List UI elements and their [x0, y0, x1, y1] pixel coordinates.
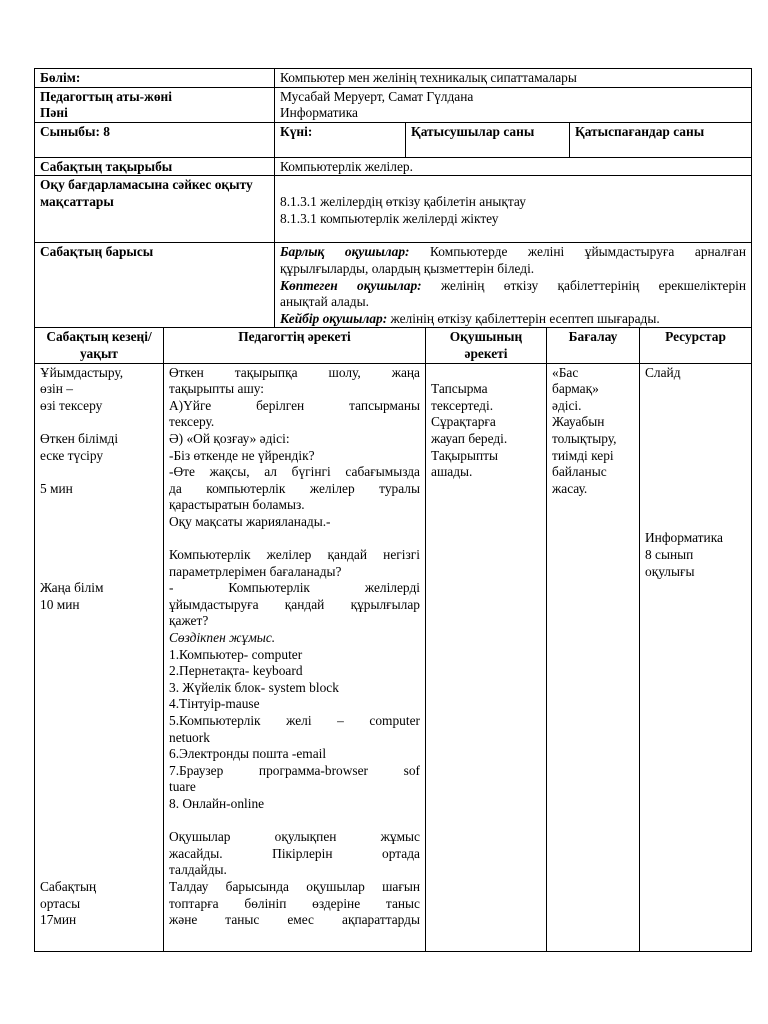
teacher-text: Өткен тақырыпқа шолу, жаңа: [169, 364, 420, 380]
stage-cell: [35, 363, 164, 951]
all-students-text-cont: құрылғыларды, олардың қызметтерін біледі.: [280, 260, 535, 276]
teacher-text: және таныс емес ақпараттарды: [169, 912, 420, 928]
teacher-text: ұйымдастыруға қандай құрылғылар: [169, 596, 420, 612]
teacher-text: жасайды. Пікірлерін ортада: [169, 845, 420, 861]
teacher-text: талдайды.: [169, 862, 227, 878]
vocabulary-item: 5.Компьютерлік желі – computer: [169, 713, 420, 728]
assessment-text: әдісі.: [552, 397, 582, 413]
all-students-label: Барлық оқушылар:: [280, 244, 410, 260]
assessment-text: «Бас: [552, 364, 579, 380]
teacher-text: -Өте жақсы, ал бүгінгі сабағымызда: [169, 464, 420, 480]
goal-item: 8.1.3.1 компьютерлік желілерді жіктеу: [280, 210, 499, 226]
teacher-text: -Біз өткенде не үйрендік?: [169, 447, 315, 463]
stage-text: өзі тексеру: [40, 397, 103, 413]
resources-column-header: Ресурстар: [640, 328, 752, 363]
vocabulary-item: 8. Онлайн-online: [169, 795, 265, 811]
assessment-text: толықтыру,: [552, 430, 617, 446]
all-students-text: Компьютерде желіні ұйымдастыруға арналған: [409, 244, 747, 260]
course-label: Сабақтың барысы: [35, 243, 275, 328]
teacher-text: топтарға бөлініп өздеріне таныс: [169, 895, 420, 911]
teacher-text: Компьютерлік желілер қандай негізгі: [169, 547, 420, 563]
topic-value: Компьютерлік желілер.: [275, 157, 752, 176]
present-count-label: Қатысушылар саны: [406, 122, 570, 157]
subject-value: Информатика: [280, 105, 358, 121]
teacher-text: тақырыпты ашу:: [169, 381, 265, 397]
absent-count-label: Қатыспағандар саны: [570, 122, 752, 157]
some-students-text: желінің өткізу қабілеттерін есептеп шығарады.: [387, 310, 660, 326]
student-text: тексертеді.: [431, 397, 494, 413]
teacher-text: да компьютерлік желілер туралы: [169, 480, 420, 496]
teacher-text: параметрлерімен бағаланады?: [169, 563, 342, 579]
goals-label: Оқу бағдарламасына сәйкес оқыту мақсаттары: [35, 176, 275, 243]
lesson-info-table: [34, 68, 752, 328]
student-text: Сұрақтарға: [431, 414, 496, 430]
resources-cell: [640, 363, 752, 951]
goals-value: [275, 176, 752, 243]
student-column-header: Оқушының әрекеті: [426, 328, 547, 363]
vocabulary-item: netuork: [169, 729, 210, 745]
topic-label: Сабақтың тақырыбы: [35, 157, 275, 176]
teacher-name-value: Мусабай Меруерт, Самат Гүлдана: [280, 88, 474, 104]
vocabulary-item: 1.Компьютер- computer: [169, 646, 303, 662]
teacher-text: Оқушылар оқулықпен жұмыс: [169, 829, 420, 845]
stage-time: 17мин: [40, 912, 77, 928]
many-students-text: желінің өткізу қабілеттерінің ерекшеліктерін: [421, 277, 747, 293]
teacher-name-label: Педагогтың аты-жөні: [40, 88, 172, 104]
student-text: Тапсырма: [431, 381, 488, 397]
section-value: Компьютер мен желінің техникалық сипаттамалары: [275, 69, 752, 88]
teacher-text: тексеру.: [169, 414, 215, 430]
student-text: Тақырыпты: [431, 447, 498, 463]
stage-text: Өткен білімді: [40, 430, 119, 446]
teacher-subject-label: [35, 87, 275, 122]
lesson-plan-page: [34, 68, 751, 946]
resource-text: Информатика: [645, 530, 723, 546]
teacher-text: Ә) «Ой қозғау» әдісі:: [169, 430, 290, 446]
teacher-text: Талдау барысында оқушылар шағын: [169, 878, 420, 894]
teacher-text: - Компьютерлік желілерді: [169, 580, 420, 596]
stage-time: 5 мин: [40, 480, 73, 496]
stage-text: ортасы: [40, 895, 81, 911]
section-label: Бөлім:: [35, 69, 275, 88]
assessment-text: бармақ»: [552, 381, 599, 397]
teacher-text: Оқу мақсаты жарияланады.-: [169, 513, 331, 529]
stage-text: Жаңа білім: [40, 580, 104, 596]
resource-text: 8 сынып: [645, 547, 694, 563]
stage-text: Сабақтың: [40, 878, 97, 894]
assessment-text: тиімді кері: [552, 447, 614, 463]
stage-text: өзін –: [40, 381, 73, 397]
vocabulary-item: 2.Пернетақта- keyboard: [169, 663, 303, 679]
student-text: жауап береді.: [431, 430, 508, 446]
assessment-text: Жауабын: [552, 414, 605, 430]
subject-label: Пәні: [40, 105, 68, 121]
lesson-flow-table: [34, 327, 752, 951]
vocabulary-item: 6.Электронды пошта -email: [169, 746, 327, 762]
stage-time: 10 мин: [40, 596, 80, 612]
assessment-cell: [547, 363, 640, 951]
many-students-text-cont: анықтай алады.: [280, 294, 369, 310]
teacher-subject-value: [275, 87, 752, 122]
some-students-label: Кейбір оқушылар:: [280, 310, 388, 326]
vocabulary-title: Сөздікпен жұмыс.: [169, 630, 276, 646]
assessment-text: байланыс: [552, 464, 607, 480]
vocabulary-item: tuare: [169, 779, 196, 795]
student-text: ашады.: [431, 464, 473, 480]
stage-text: Ұйымдастыру,: [40, 364, 124, 380]
date-label: Күні:: [275, 122, 406, 157]
teacher-text: қажет?: [169, 613, 209, 629]
vocabulary-item: 3. Жүйелік блок- system block: [169, 679, 339, 695]
resource-text: оқулығы: [645, 563, 695, 579]
vocabulary-item: 4.Тінтуір-mause: [169, 696, 260, 712]
teacher-text: қарастыратын боламыз.: [169, 497, 305, 513]
assessment-text: жасау.: [552, 480, 588, 496]
vocabulary-item: 7.Браузер программа-browser sof: [169, 762, 420, 778]
teacher-activity-cell: [164, 363, 426, 951]
teacher-text: А)Үйге берілген тапсырманы: [169, 397, 420, 413]
stage-text: еске түсіру: [40, 447, 104, 463]
assessment-column-header: Бағалау: [547, 328, 640, 363]
resource-text: Слайд: [645, 364, 681, 380]
teacher-column-header: Педагогтің әрекеті: [164, 328, 426, 363]
many-students-label: Көптеген оқушылар:: [280, 277, 422, 293]
course-objectives: [275, 243, 752, 328]
grade-label: Сыныбы: 8: [35, 122, 275, 157]
stage-column-header: Сабақтың кезеңі/ уақыт: [35, 328, 164, 363]
student-activity-cell: [426, 363, 547, 951]
goal-item: 8.1.3.1 желілердің өткізу қабілетін анықтау: [280, 193, 526, 209]
